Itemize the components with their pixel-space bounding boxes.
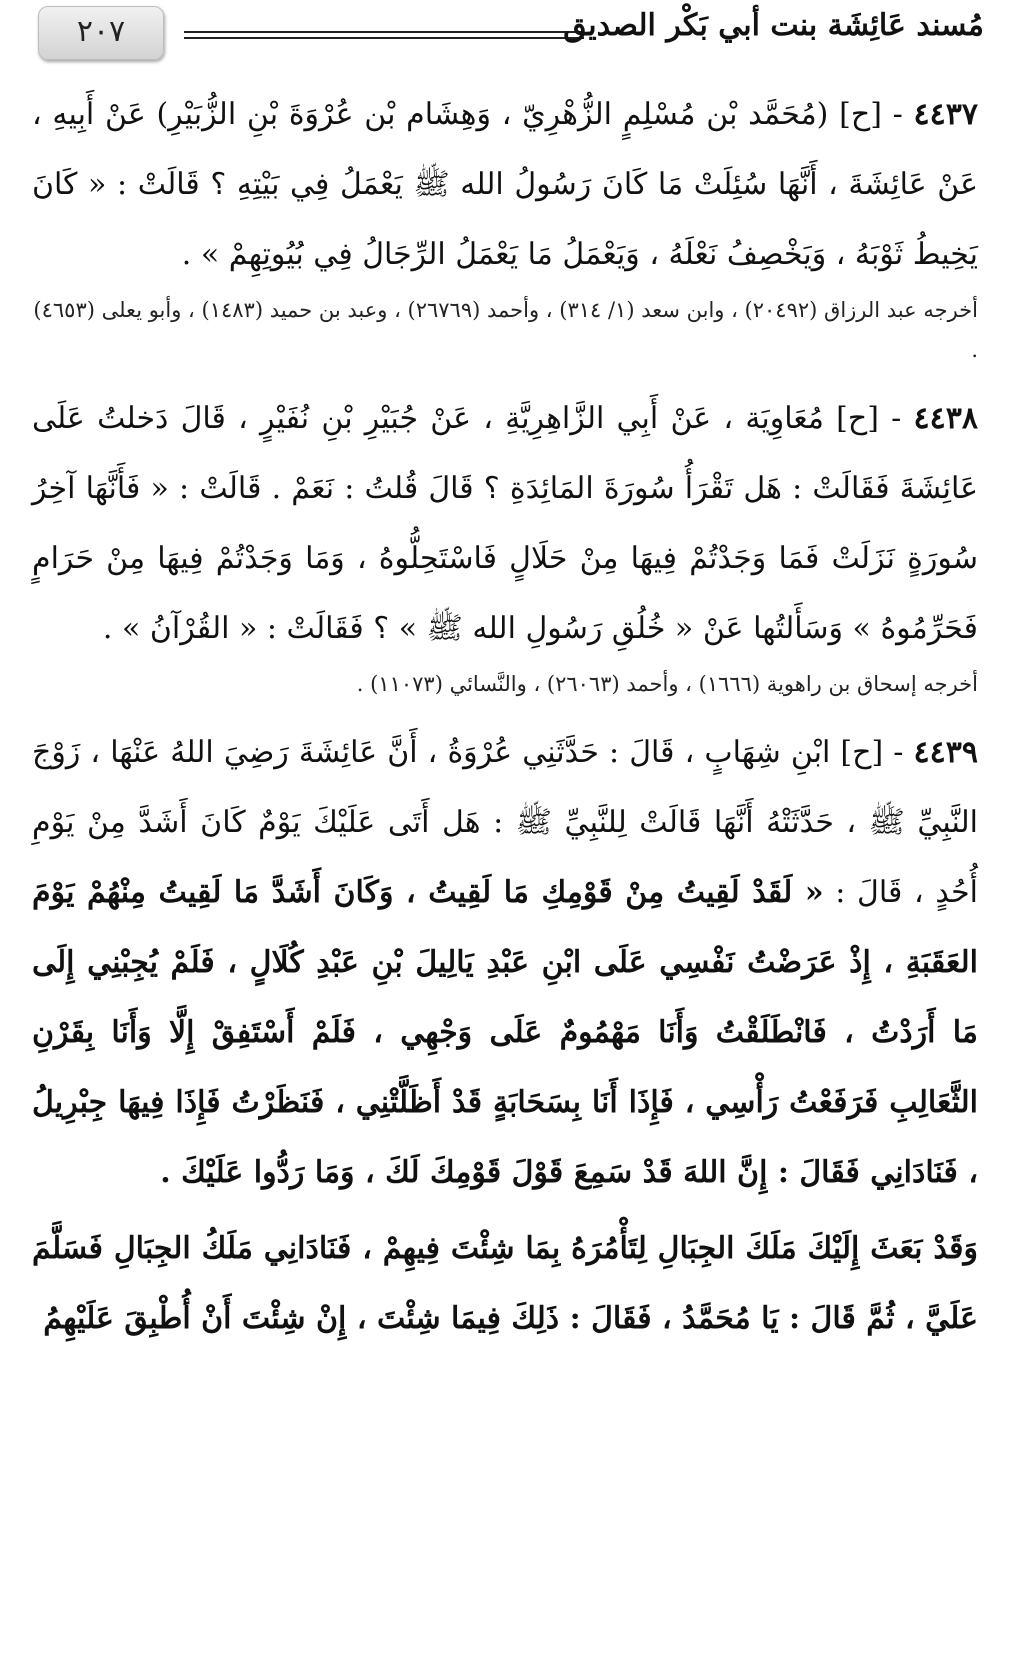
hadith-quote: « لَقَدْ لَقِيتُ مِنْ قَوْمِكِ مَا لَقِيتُ ، وَكَانَ أَشَدَّ مَا لَقِيتُ مِنْهُمْ يَوْمَ العَقَبَةِ ، إِذْ عَرَضْتُ نَفْسِي عَلَى ابْنِ عَبْدِ يَالِيلَ بْنِ عَبْدِ كُلَالٍ ، فَلَمْ يُجِبْنِي إِلَى مَا أَرَدْتُ ، فَانْطَلَقْتُ وَأَنَا مَهْمُومٌ عَلَى وَجْهِي ، فَلَمْ أَسْتَفِقْ إِلَّا وَأَنَا بِقَرْنِ الثَّعَالِبِ فَرَفَعْتُ رَأْسِي ، فَإِذَا أَنَا بِسَحَابَةٍ قَدْ أَظَلَّتْنِي ، فَنَظَرْتُ فَإِذَا فِيهَا جِبْرِيلُ ، فَنَادَانِي فَقَالَ : إِنَّ اللهَ قَدْ سَمِعَ قَوْلَ قَوْمِكَ لَكَ ، وَمَا رَدُّوا عَلَيْكَ . <box>32 875 978 1190</box>
page-number-tab <box>38 6 164 60</box>
hadith-4438 <box>32 384 978 664</box>
page-number: ٢٠٧ <box>76 14 126 49</box>
hadith-text: - [ح] ابْنِ شِهَابٍ ، قَالَ : حَدَّثَنِي عُرْوَةُ ، أَنَّ عَائِشَةَ رَضِيَ اللهُ عَنْهَا ، زَوْجَ النَّبِيِّ ﷺ ، حَدَّثَتْهُ أَنَّهَا قَالَتْ لِلنَّبِيِّ ﷺ : هَل أَتَى عَلَيْكَ يَوْمٌ كَانَ أَشَدَّ مِنْ يَوْمِ أُحُدٍ ، قَالَ : <box>32 735 978 910</box>
hadith-text: - [ح] (مُحَمَّد بْن مُسْلِمٍ الزُّهْرِيّ ، وَهِشَام بْن عُرْوَةَ بْنِ الزُّبَيْرِ) عَنْ أَبِيهِ ، عَنْ عَائِشَةَ ، أَنَّهَا سُئِلَتْ مَا كَانَ رَسُولُ الله ﷺ يَعْمَلُ فِي بَيْتِهِ ؟ قَالَتْ : « كَانَ يَخِيطُ ثَوْبَهُ ، وَيَخْصِفُ نَعْلَهُ ، وَيَعْمَلُ مَا يَعْمَلُ الرِّجَالُ فِي بُيُوتِهِمْ » . <box>32 97 978 272</box>
hadith-continuation: وَقَدْ بَعَثَ إِلَيْكَ مَلَكَ الجِبَالِ لِتَأْمُرَهُ بِمَا شِئْتَ فِيهِمْ ، فَنَادَانِي مَلَكُ الجِبَالِ فَسَلَّمَ عَلَيَّ ، ثُمَّ قَالَ : يَا مُحَمَّدُ ، فَقَالَ : ذَلِكَ فِيمَا شِئْتَ ، إِنْ شِئْتَ أَنْ أُطْبِقَ عَلَيْهِمُ <box>32 1231 978 1336</box>
hadith-text: - [ح] مُعَاوِيَة ، عَنْ أَبِي الزَّاهِرِيَّةِ ، عَنْ جُبَيْرِ بْنِ نُفَيْرٍ ، قَالَ دَخلتُ عَلَى عَائِشَةَ فَقَالَتْ : هَل تَقْرَأُ سُورَةَ المَائِدَةِ ؟ قَالَ قُلتُ : نَعَمْ . قَالَتْ : « فَأَنَّهَا آخِرُ سُورَةٍ نَزَلَتْ فَمَا وَجَدْتُمْ فِيهَا مِنْ حَلَالٍ فَاسْتَحِلُّوهُ ، وَمَا وَجَدْتُمْ فِيهَا مِنْ حَرَامٍ فَحَرِّمُوهُ » وَسَأَلتُها عَنْ « خُلُقِ رَسُولِ الله ﷺ » ؟ فَقَالَتْ : « القُرْآنُ » . <box>32 401 978 646</box>
hadith-number: ٤٤٣٩ <box>913 735 978 770</box>
hadith-4437 <box>32 80 978 290</box>
hadith-source-note: أخرجه إسحاق بن راهوية (١٦٦٦) ، وأحمد (٢٦٠٦٣) ، والنَّسائي (١١٠٧٣) . <box>356 672 978 696</box>
header-rule <box>184 31 584 33</box>
hadith-number: ٤٤٣٨ <box>913 401 978 436</box>
hadith-number: ٤٤٣٧ <box>913 97 978 132</box>
page-content <box>32 80 978 1354</box>
hadith-4439 <box>32 718 978 1208</box>
header-rule <box>184 37 584 39</box>
running-title: مُسند عَائِشَة بنت أبي بَكْر الصديق <box>563 8 984 43</box>
hadith-source-note: أخرجه عبد الرزاق (٢٠٤٩٢) ، وابن سعد (١/ ٣١٤) ، وأحمد (٢٦٧٦٩) ، وعبد بن حميد (١٤٨٣) ، وأبو يعلى (٤٦٥٣) . <box>33 298 978 362</box>
page-header <box>34 0 984 64</box>
